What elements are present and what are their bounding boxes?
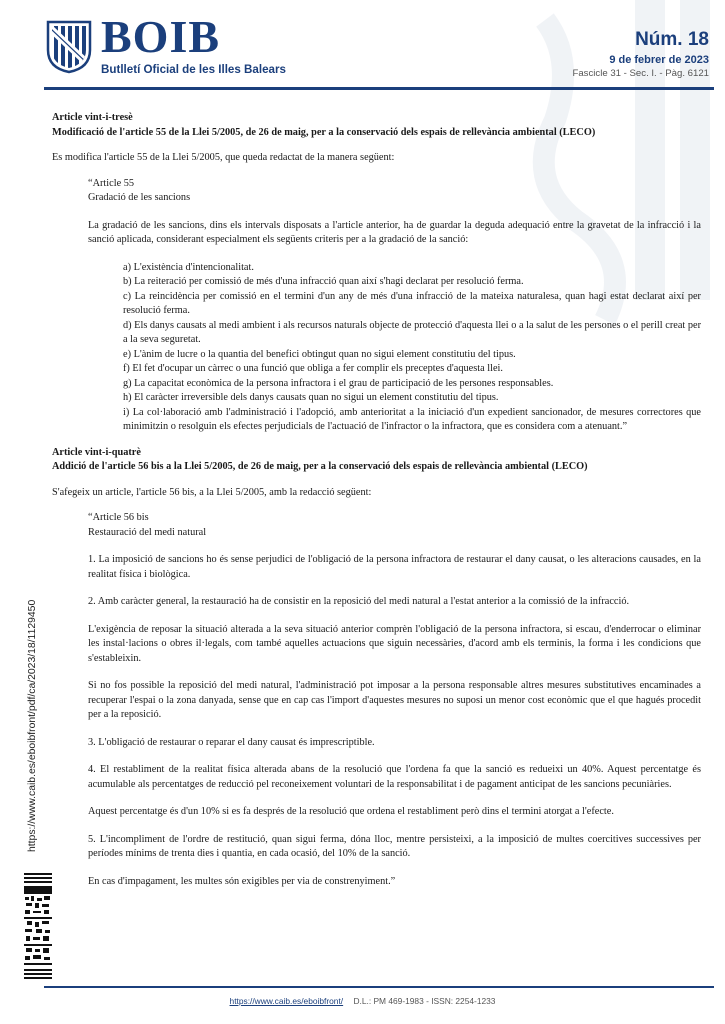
document-body — [52, 111, 701, 889]
article-24-subtitle: Addició de l'article 56 bis a la Llei 5/2005, de 26 de maig, per a la conservació dels espais de rellevància ambiental (LECO) — [52, 461, 588, 472]
criterion-item: c) La reincidència per comissió en el termini d'un any de més d'una infracció de la mateixa naturalesa, quan hagi estat declarat així per resolució ferma. — [123, 290, 701, 316]
article-23-title: Article vint-i-tresè — [52, 112, 133, 123]
article-23-intro: Es modifica l'article 55 de la Llei 5/2005, que queda redactat de la manera següent: — [52, 152, 395, 163]
article-56bis-paragraph: 2. Amb caràcter general, la restauració ha de consistir en la reposició del medi natural a l'estat anterior a la comissió de la infracció. — [88, 596, 630, 607]
criterion-item: a) L'existència d'intencionalitat. — [123, 261, 254, 273]
criterion-item: h) El caràcter irreversible dels danys causats quan no sigui un element constitutiu del tipus. — [123, 392, 499, 403]
article-24-title: Article vint-i-quatrè — [52, 446, 141, 458]
brand-subtitle: Butlletí Oficial de les Illes Balears — [101, 63, 286, 76]
criterion-item: b) La reiteració per comissió de més d'una infracció quan així s'hagi declarat per resolució ferma. — [123, 276, 524, 287]
verification-url[interactable]: https://www.caib.es/eboibfront/pdf/ca/2023/18/1129450 — [27, 599, 38, 852]
footer-divider — [44, 986, 714, 988]
barcode-icon — [24, 873, 52, 981]
article-56bis-paragraph: 3. L'obligació de restaurar o reparar el dany causat és imprescriptible. — [88, 736, 375, 748]
criterion-item: d) Els danys causats al medi ambient i als recursos naturals objecte de protecció d'aquesta llei o a la salut de les persones o el perill creat per a la seva seguretat. — [123, 319, 701, 345]
article-56bis-paragraph: Si no fos possible la reposició del medi natural, l'administració pot imposar a la persona responsable altres mesures substitutives encaminades a recuperar l'espai o la zona danyada, sense que en cap cas l'import d'aquestes mesures no suposi un menor cost econòmic que el que hagués procedit per a la reposició. — [88, 680, 701, 720]
article-56bis-paragraph: Aquest percentatge és d'un 10% si es fa després de la resolució que ordena el restabliment però dins el termini atorgat a l'efecte. — [88, 806, 614, 817]
article-56bis-paragraph: En cas d'impagament, les multes són exigibles per via de constrenyiment.” — [88, 875, 396, 887]
article-55-quote-subtitle: Gradació de les sancions — [88, 192, 191, 203]
footer — [0, 996, 725, 1006]
footer-legal: D.L.: PM 469-1983 - ISSN: 2254-1233 — [353, 996, 496, 1006]
article-56bis-quote-subtitle: Restauració del medi natural — [88, 526, 207, 538]
article-56bis-paragraph: L'exigència de reposar la situació alterada a la seva situació anterior comprèn l'obligació de la persona infractora, si escau, d'enderrocar o eliminar les instal·lacions o obres il·legals, com també aquelles actuacions que siguin necessàries, d'acord amb els terminis, la forma i les condicions que s'estableixin. — [88, 623, 701, 664]
article-24-intro: S'afegeix un article, l'article 56 bis, a la Llei 5/2005, amb la redacció següent: — [52, 486, 372, 498]
article-56bis-paragraph: 5. L'incompliment de l'ordre de restitució, quan sigui ferma, dóna lloc, mentre persisteixi, a la imposició de multes coercitives successives per períodes mínims de trenta dies i quantia, en cada ocasió, del 10% de la sanció. — [88, 833, 701, 859]
article-56bis-paragraph: 4. El restabliment de la realitat física alterada abans de la resolució que l'ordena fa que la sanció es redueixi un 40%. Aquest percentatge és acumulable als percentatges de reducció pel reconeixement voluntari de la responsabilitat i de pagament anticipat de les sancions pecuniàries. — [88, 764, 701, 790]
brand-name: BOIB — [101, 11, 221, 62]
balearic-crest-logo-icon — [44, 18, 94, 74]
article-56bis-paragraph: 1. La imposició de sancions ho és sense perjudici de l'obligació de la persona infractora de restaurar el dany causat, o les alteracions causades, en la realitat física i biològica. — [88, 554, 701, 580]
footer-link[interactable]: https://www.caib.es/eboibfront/ — [229, 996, 344, 1006]
issue-number: Núm. 18 — [635, 29, 709, 50]
issue-date: 9 de febrer de 2023 — [609, 54, 709, 66]
article-56bis-quote-title: “Article 56 bis — [88, 512, 149, 523]
fascicle-info: Fascicle 31 - Sec. I. - Pàg. 6121 — [572, 68, 709, 79]
article-55-quote-title: “Article 55 — [88, 177, 135, 189]
criterion-item: i) La col·laboració amb l'administració i l'adopció, amb anterioritat a la iniciació d'un expedient sancionador, de mesures correctores que minimitzin o resolguin els efectes perjudicials de l'actuació de l'infractor o la infractora, que es considera com a atenuant.” — [123, 406, 701, 432]
criterion-item: g) La capacitat econòmica de la persona infractora i el grau de participació de les persones responsables. — [123, 377, 554, 389]
article-55-paragraph: La gradació de les sancions, dins els intervals disposats a l'article anterior, ha de guardar la deguda adequació entre la gravetat de la infracció i la sanció aplicada, considerant especialment els següents criteris per a la gradació de la sanció: — [88, 219, 701, 245]
article-23-subtitle: Modificació de l'article 55 de la Llei 5/2005, de 26 de maig, per a la conservació dels espais de rellevància ambiental (LECO) — [52, 126, 596, 138]
criterion-item: f) El fet d'ocupar un càrrec o una funció que obliga a fer complir els preceptes d'aquesta llei. — [123, 363, 503, 374]
criterion-item: e) L'ànim de lucre o la quantia del benefici obtingut quan no sigui element constitutiu del tipus. — [123, 348, 516, 360]
header-divider — [44, 87, 714, 90]
